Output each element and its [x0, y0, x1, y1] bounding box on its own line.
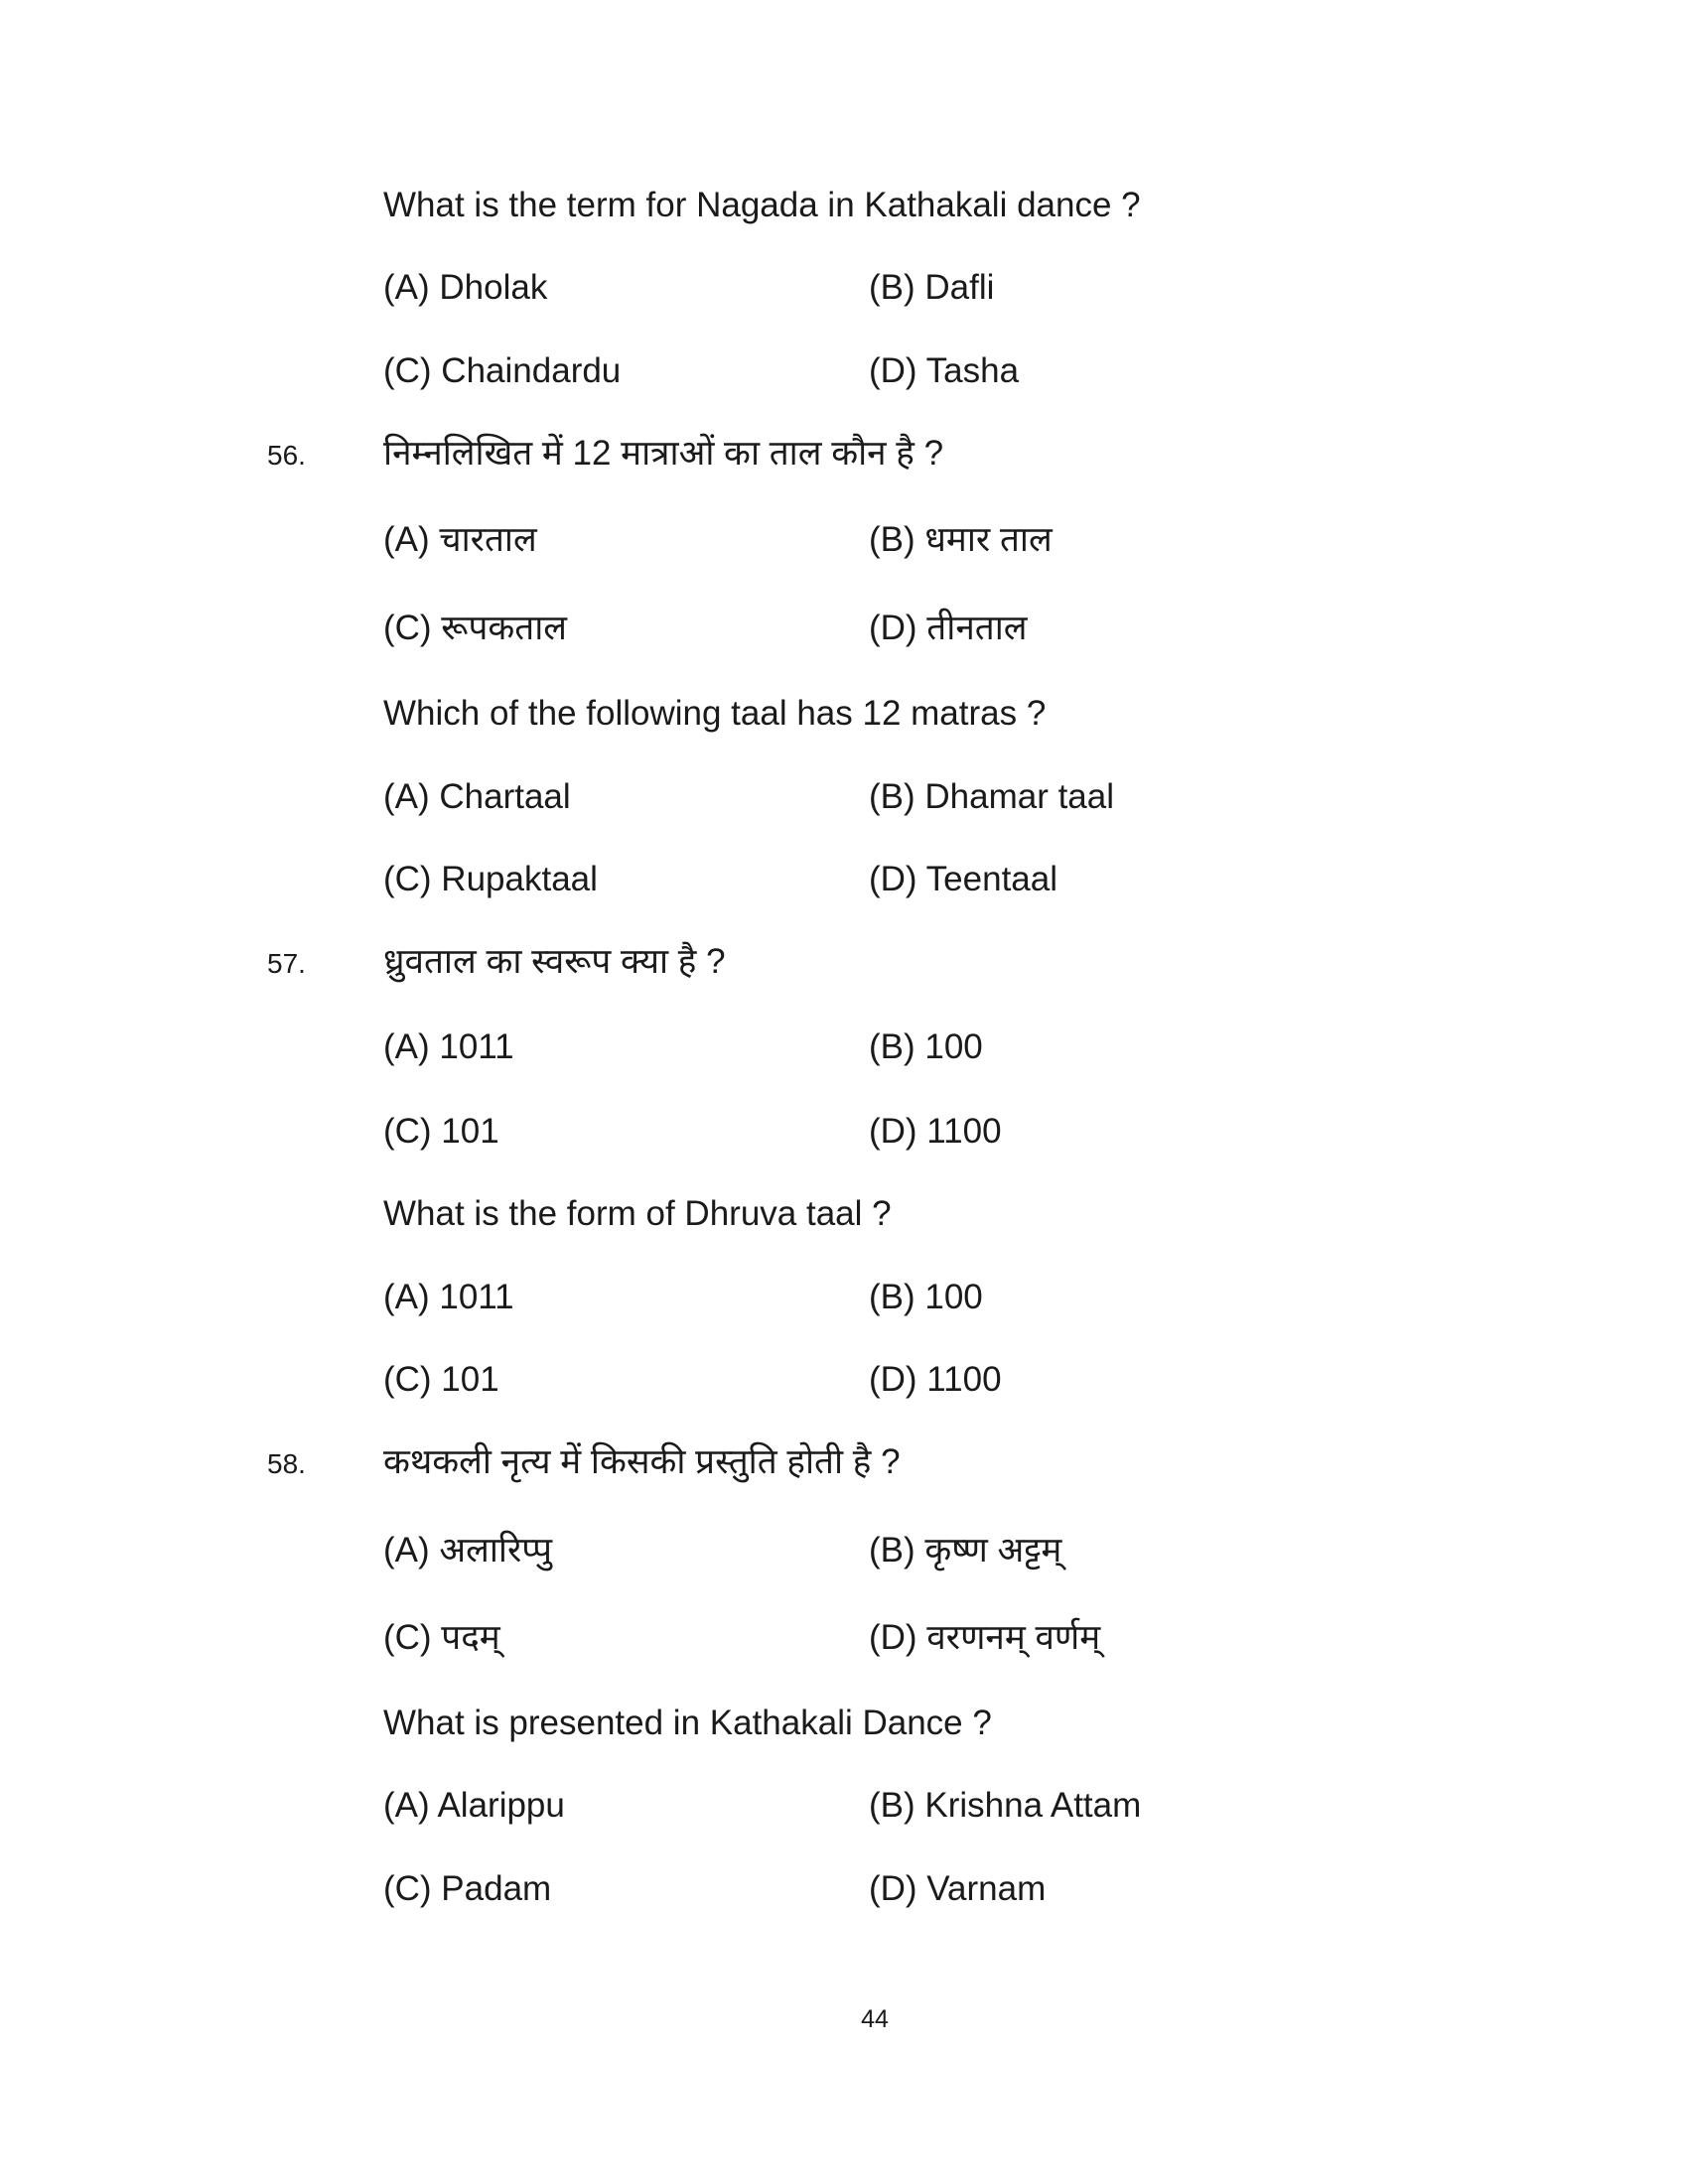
- page-number: 44: [861, 2005, 889, 2033]
- option-a: (A) 1011: [383, 1278, 514, 1316]
- question-text: Which of the following taal has 12 matras ?: [383, 694, 1047, 733]
- option-a: (A) चारताल: [383, 520, 537, 559]
- question-text: निम्नलिखित में 12 मात्राओं का ताल कौन है ?: [383, 434, 944, 473]
- question-text: कथकली नृत्य में किसकी प्रस्तुति होती है ?: [383, 1442, 901, 1481]
- option-b: (B) 100: [869, 1278, 983, 1316]
- option-a: (A) Dholak: [383, 268, 548, 307]
- option-a: (A) अलारिप्पु: [383, 1531, 552, 1570]
- option-b: (B) कृष्ण अट्टम्: [869, 1531, 1062, 1570]
- option-d: (D) 1100: [869, 1360, 1002, 1399]
- question-number: 56.: [267, 440, 306, 471]
- option-a: (A) Alarippu: [383, 1786, 565, 1825]
- option-b: (B) Dafli: [869, 268, 995, 307]
- option-a: (A) 1011: [383, 1027, 514, 1066]
- option-d: (D) वरणनम् वर्णम्: [869, 1618, 1101, 1657]
- option-c: (C) Chaindardu: [383, 351, 622, 390]
- option-d: (D) Varnam: [869, 1869, 1047, 1908]
- option-b: (B) 100: [869, 1027, 983, 1066]
- option-d: (D) Teentaal: [869, 860, 1058, 898]
- question-text: What is the form of Dhruva taal ?: [383, 1194, 892, 1233]
- option-d: (D) Tasha: [869, 351, 1020, 390]
- option-d: (D) तीनताल: [869, 609, 1028, 647]
- option-c: (C) Rupaktaal: [383, 860, 598, 898]
- question-number: 58.: [267, 1448, 306, 1479]
- option-c: (C) पदम्: [383, 1618, 500, 1657]
- question-text: What is the term for Nagada in Kathakali dance ?: [383, 186, 1141, 224]
- option-c: (C) Padam: [383, 1869, 552, 1908]
- option-b: (B) Dhamar taal: [869, 777, 1115, 816]
- option-c: (C) रूपकताल: [383, 609, 568, 647]
- question-number: 57.: [267, 948, 306, 979]
- option-a: (A) Chartaal: [383, 777, 571, 816]
- question-text: ध्रुवताल का स्वरूप क्या है ?: [383, 942, 726, 981]
- option-d: (D) 1100: [869, 1112, 1002, 1151]
- question-text: What is presented in Kathakali Dance ?: [383, 1704, 992, 1742]
- option-b: (B) Krishna Attam: [869, 1786, 1142, 1825]
- option-c: (C) 101: [383, 1112, 499, 1151]
- option-c: (C) 101: [383, 1360, 499, 1399]
- option-b: (B) धमार ताल: [869, 520, 1053, 559]
